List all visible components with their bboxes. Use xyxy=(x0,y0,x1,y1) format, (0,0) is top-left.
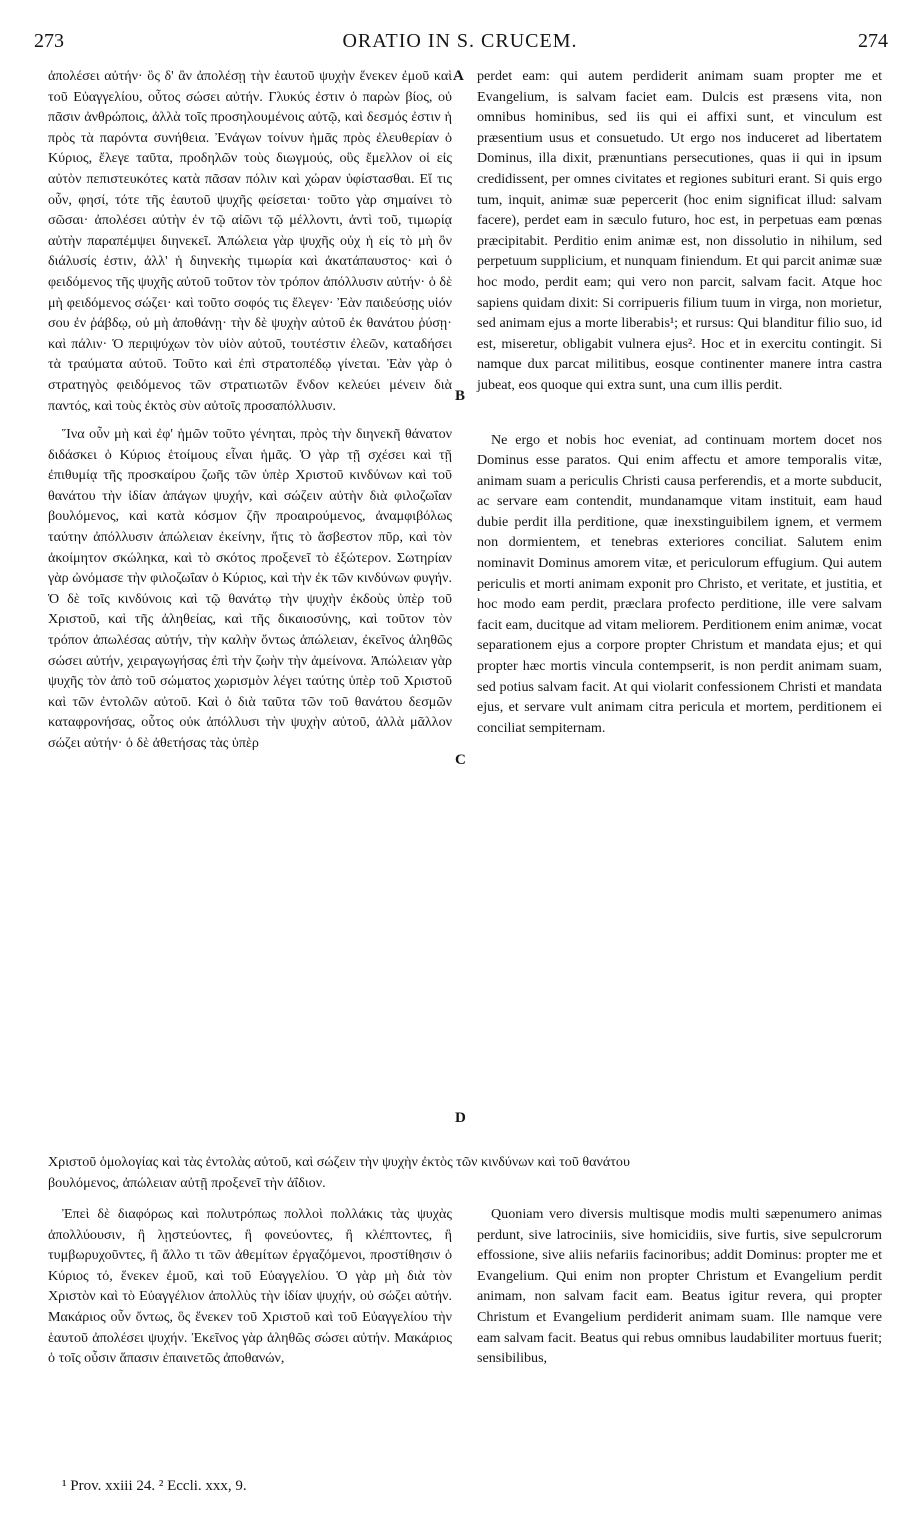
latin-column-lower xyxy=(477,1204,882,1369)
greek-wide-line-2: βουλόμενος, ἀπώλειαν αὐτῇ προξενεῖ τὴν ἀΐδιον. xyxy=(48,1174,326,1191)
footnotes: ¹ Prov. xxiii 24. ² Eccli. xxx, 9. xyxy=(62,1478,247,1494)
greek-wide-lines xyxy=(48,1152,888,1193)
greek-paragraph-3: Ἐπεὶ δὲ διαφόρως καὶ πολυτρόπως πολλοὶ πολλάκις τὰς ψυχὰς ἀπολλύουσιν, ἢ λῃστεύοντες, ἢ φονεύοντες, ἢ κλέπτοντες, ἢ τυμβωρυχοῦντες, ἢ ἄλλο τι τῶν ἀθεμίτων ἐργαζόμενοι, προστίθησιν ὁ Κύριος τό, ἕνεκεν ἐμοῦ, καὶ τοῦ Εὐαγγελίου. Ὁ γὰρ μὴ διὰ τὸν Χριστὸν καὶ τὸ Εὐαγγέλιον ἀπολλὺς τὴν ἰδίαν ψυχήν, οὐ σώζει αὐτήν. Μακάριος οὖν ὄντως, ὃς ἕνεκεν τοῦ Χριστοῦ καὶ τοῦ Εὐαγγελίου τὴν ἑαυτοῦ ἀπολέσει ψυχήν. Ἐκεῖνος γὰρ ἀληθῶς σώσει αὐτήν. Μακάριος ὁ τοῖς οὖσιν ἅπασιν ἐπαινετῶς ἀποθανών, xyxy=(48,1206,452,1367)
greek-wide-line-1: Χριστοῦ ὁμολογίας καὶ τὰς ἐντολὰς αὐτοῦ, καὶ σώζειν τὴν ψυχὴν ἐκτὸς τῶν κινδύνων καὶ τοῦ θανάτου xyxy=(48,1154,630,1170)
latin-column xyxy=(477,66,882,738)
page-number-left: 273 xyxy=(34,30,64,52)
margin-marker-a: A xyxy=(453,68,464,84)
greek-paragraph-1: ἀπολέσει αὐτήν· ὃς δ' ἂν ἀπολέσῃ τὴν ἑαυτοῦ ψυχὴν ἕνεκεν ἐμοῦ καὶ τοῦ Εὐαγγελίου, οὗτος σώσει αὐτήν. Γλυκύς ἐστιν ὁ παρὼν βίος, οὐ πᾶσιν ἀνθρώποις, ἀλλὰ τοῖς προσηλουμένοις αὐτῷ, καὶ δεσμός ἐστιν ἡ πρὸς τὰ παρόντα συνήθεια. Ἐνάγων τοίνυν ἡμᾶς πρὸς ἐλευθερίαν ὁ Κύριος, ἔλεγε ταῦτα, προδηλῶν τοὺς διωγμούς, οὓς ἔμελλον οἱ εἰς αὐτὸν πεπιστευκότες κατὰ πᾶσαν πόλιν καὶ χώραν ὑφίστασθαι. Εἴ τις οὖν, φησί, τότε τῆς ἑαυτοῦ ψυχῆς φείσεται· τοῦτο γὰρ σημαίνει τὸ σῶσαι· ἀπολέσει αὐτὴν ἐν τῷ αἰῶνι τῷ μέλλοντι, ἀντὶ τοῦ, τιμωρίᾳ αὐτὴν παραπέμψει διηνεκεῖ. Ἀπώλεια γὰρ ψυχῆς οὐχ ἡ εἰς τὸ μὴ ὂν διάλυσίς ἐστιν, ἀλλ' ἡ διηνεκὴς τιμωρία καὶ ἀκατάπαυστος· καὶ ὁ φειδόμενος τῆς ψυχῆς αὐτοῦ τοῦτον τὸν τρόπον ἀπόλλυσιν αὐτήν· ὁ δὲ μὴ φειδόμενος σώζει· καὶ τοῦτο σοφός τις ἔλεγεν· Ἐὰν παιδεύσῃς υἱόν σου ἐν ῥάβδῳ, οὐ μὴ ἀποθάνῃ· τὴν δὲ ψυχὴν αὐτοῦ ἐκ θανάτου ῥύσῃ· καὶ πάλιν· Ὁ περιψύχων τὸν υἱὸν αὐτοῦ, τουτέστιν ἐλεῶν, καταδήσει τὰ τραύματα αὐτοῦ. Τοῦτο καὶ ἐπὶ στρατοπέδῳ γίνεται. Ἐὰν γὰρ ὁ στρατηγὸς φειδόμενος τῶν στρατιωτῶν ἔνδον κελεύει μένειν διὰ παντός, καὶ τοὺς ἐκτὸς σὺν αὐτοῖς προσαπόλλυσιν. xyxy=(48,68,452,414)
greek-column xyxy=(48,66,452,754)
latin-paragraph-1: perdet eam: qui autem perdiderit animam suam propter me et Evangelium, is salvam faciet eam. Dulcis est præsens vita, non omnibus hominibus, sed iis qui ei affixi sunt, et vinculum est præsentium usus et consuetudo. Ut ergo nos induceret ad libertatem Dominus, illa dixit, prænuntians persecutiones, quas ii qui in ipsum credidissent, per omnes civitates et regiones subituri erant. Si quis ergo tum, inquit, animæ suæ pepercerit (hoc enim significat illud: salvam facere), perdet eam in sæculo futuro, hoc est, in perpetuas eam pœnas præcipitabit. Perditio enim animæ est, non dissolutio in nihilum, sed perpetuum supplicium, et nunquam finiendum. Et qui parcit animæ suæ hoc modo, perdit eam; qui vero non parcit, salvam facit. Atque hoc sapiens quidam dixit: Si corripueris filium tuum in virga, non morietur, sed animam ejus a morte liberabis¹; et rursus: Qui blanditur filio suo, id est, miseretur, obligabit vulnera ejus². Hoc et in exercitu contingit. Si namque dux parcat militibus, eosque continenter manere intra castra jubeat, eos quoque qui extra sunt, una cum illis perdit. xyxy=(477,68,882,393)
running-title: ORATIO IN S. CRUCEM. xyxy=(342,30,578,52)
margin-marker-b: B xyxy=(455,388,466,404)
greek-paragraph-2: Ἵνα οὖν μὴ καὶ ἐφ' ἡμῶν τοῦτο γένηται, πρὸς τὴν διηνεκῆ θάνατον διδάσκει ὁ Κύριος ἑτοίμους εἶναι ἡμᾶς. Ὁ γὰρ τῇ σχέσει καὶ τῇ ἐπιθυμίᾳ τῆς προσκαίρου ζωῆς τῶν ὑπὲρ Χριστοῦ κινδύνων καὶ τοῦ θανάτου τὴν ἰδίαν ἀπάγων ψυχήν, καὶ σώζειν αὐτὴν διὰ φιλοζωΐαν βουλόμενος, καὶ κατὰ κόσμον ζῆν προαιρούμενος, ἀναμφιβόλως ταύτην ἀπόλλυσιν ἀπώλειαν ἐκείνην, ἥτις τὸ ἄσβεστον πῦρ, καὶ τὸν ἀκοίμητον σκώληκα, καὶ τὸ σκότος προξενεῖ τὸ ἐξώτερον. Σωτηρίαν γὰρ ὠνόμασε τὴν φιλοζωΐαν ὁ Κύριος, καὶ τὴν ἐκ τῶν κινδύνων φυγήν. Ὁ δὲ τοῖς κινδύνοις καὶ τῷ θανάτῳ τὴν ψυχὴν ἐκδοὺς ὑπὲρ τοῦ Χριστοῦ, καὶ τῆς ἀληθείας, καὶ τῆς δικαιοσύνης, καὶ τοῦτον τὸν τρόπον ἀπωλέσας αὐτήν, τὴν καλὴν ὄντως ἀπώλειαν, ἐκεῖνος ἀληθῶς σώσει αὐτήν, χειραγωγήσας ἐπὶ τὴν ζωὴν τὴν ἀμείνονα. Ἀπώλειαν γὰρ ψυχῆς τὸν ἀπὸ τοῦ σώματος χωρισμὸν λέγει ταύτης ὑπὲρ τοῦ Χριστοῦ καὶ τῶν ἐντολῶν αὐτοῦ. Καὶ ὁ διὰ ταῦτα τῶν τοῦ θανάτου δεσμῶν καταφρονήσας, οὗτος οὐκ ἀπόλλυσι τὴν ψυχὴν αὐτοῦ, ἀλλὰ μᾶλλον σώζει αὐτήν· ὁ δὲ ἀθετήσας τὰς ὑπὲρ xyxy=(48,426,452,751)
latin-paragraph-2: Ne ergo et nobis hoc eveniat, ad continuam mortem docet nos Dominus esse paratos. Qui enim affectu et amore temporalis vitæ, animam suam a periculis Christi causa perferendis, et a morte subducit, ac servare eam contendit, mundanamque vitam instituit, eam haud dubie perdit illa perditione, quæ inexstinguibilem ignem, et vermem non dormientem, et tenebras exteriores conciliat. Salutem enim nominavit Dominus amorem vitæ, et periculorum effugium. Qui autem periculis et morti animam exponit pro Christo, et veritate, et justitia, et hoc modo eam perdit, præclara profecto perditione, ille vere salvam facit eam, ducitque ad vitam meliorem. Perditionem enim animæ, vocat separationem ejus a corpore propter Christum et mandata ejus; et qui propter hæc mortis vincula contempserit, is non perdit animam suam, sed potius salvam facit. At qui violarit confessionem Christi et mandata ejus, et servare vult animam citra pericula et mortem, perditionem ei conciliat sempiternam. xyxy=(477,431,882,736)
page-number-right: 274 xyxy=(858,30,888,52)
margin-marker-d: D xyxy=(455,1110,466,1126)
margin-marker-c: C xyxy=(455,752,466,768)
greek-column-lower xyxy=(48,1204,452,1369)
running-header xyxy=(30,30,890,60)
latin-paragraph-3: Quoniam vero diversis multisque modis multi sæpenumero animas perdunt, sive latrociniis, sive homicidiis, sive furtis, sive sepulcrorum effossione, sive aliis nefariis facinoribus; addit Dominus: propter me et Evangelium. Qui enim non propter Christum et Evangelium perdit animam, non salvam facit eam. Beatus igitur revera, qui propter Christum et Evangelium perdiderit animam suam. Ille namque vere eam salvam facit. Beatus qui rebus omnibus laudabiliter mortuus fuerit; sensibilibus, xyxy=(477,1206,882,1367)
